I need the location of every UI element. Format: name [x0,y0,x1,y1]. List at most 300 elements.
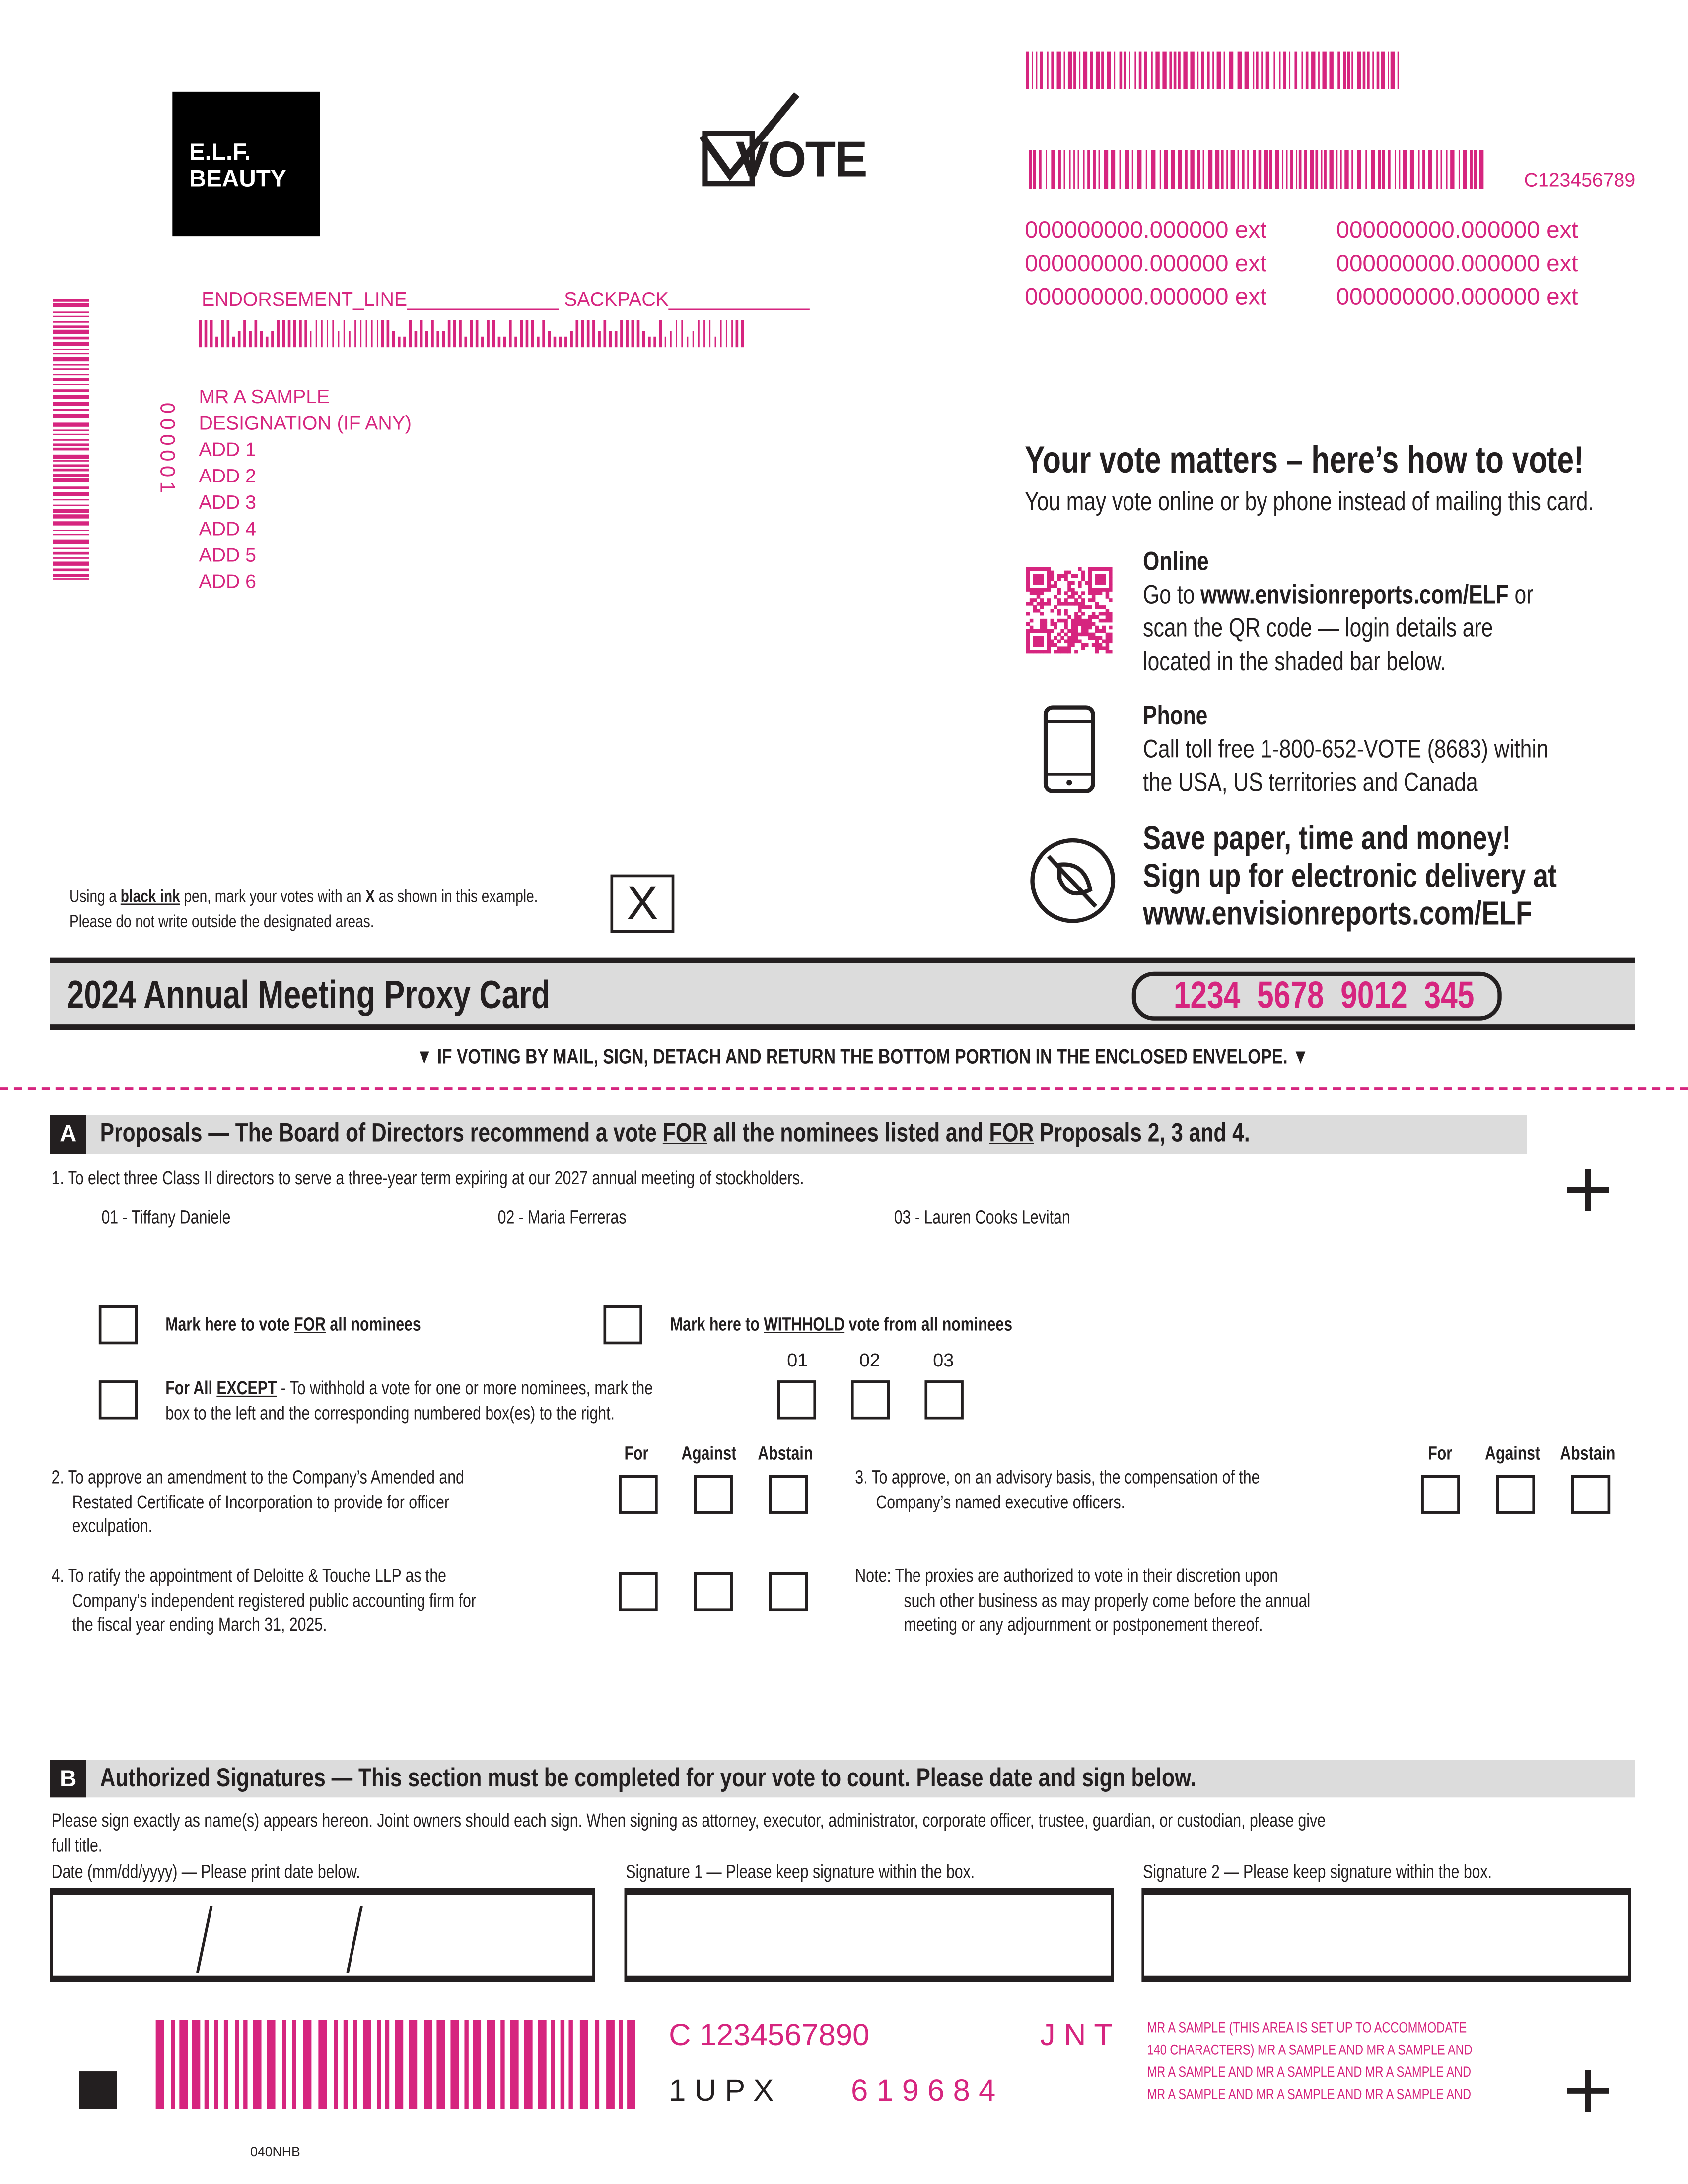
proposal-3-abstain-checkbox[interactable] [1571,1475,1610,1514]
barcode-bar [254,320,257,347]
sample-line: MR A SAMPLE AND MR A SAMPLE AND MR A SAMPLE AND [1147,2086,1472,2104]
alignment-square [79,2071,117,2109]
online-text: located in the shaded bar below. [1143,648,1446,677]
barcode-bar [1394,150,1396,189]
barcode-bar [243,2020,247,2109]
barcode-bar [303,2020,312,2109]
barcode-bar [465,337,467,347]
barcode-bar [1289,52,1291,89]
barcode-bar [510,2020,519,2109]
barcode-bar [53,303,89,307]
barcode-bar [53,522,89,526]
subtitle-text: You may vote online or by phone instead of mailing this card. [1025,488,1594,517]
date-label: Date (mm/dd/yyyy) — Please print date below. [51,1861,360,1883]
nominee-02-checkbox[interactable] [851,1380,890,1419]
barcode-bar [53,508,89,512]
barcode-bar [310,331,312,348]
barcode-bar [1320,150,1322,189]
barcode-bar [670,331,672,348]
barcode-bar [1377,52,1379,89]
barcode-bar [1208,150,1212,189]
barcode-bar [387,320,390,347]
barcode-bar [53,330,89,334]
label: EXCEPT [216,1377,277,1399]
section-letter: B [50,1760,86,1798]
vote-for-all-checkbox[interactable] [99,1305,138,1344]
barcode-bar [304,320,307,347]
column-abstain: Abstain [758,1443,813,1464]
barcode-bar [1318,52,1320,89]
barcode-bar [1274,150,1278,189]
barcode-bar [1382,150,1384,189]
barcode-bar [179,2020,188,2109]
barcode-bar [1102,52,1104,89]
for-all-except-checkbox[interactable] [99,1380,138,1419]
barcode-bar [1286,150,1288,189]
label: vote from all nominees [844,1313,1013,1335]
proposal-text: 2. To approve an amendment to the Company’s Amended and [51,1466,464,1488]
online-text: Go to [1143,581,1201,611]
barcode-bar [1363,52,1365,89]
barcode-bar [1212,52,1214,89]
barcode-bar [1391,52,1395,89]
barcode-bar [53,454,89,458]
barcode-bar [1270,150,1272,189]
barcode-bar [1041,52,1043,89]
section-a-header [50,1115,1527,1154]
online-heading: Online [1143,547,1209,577]
barcode-bar [53,299,89,301]
barcode-bar [548,331,551,348]
barcode-bar [53,475,89,477]
instructions [70,884,655,934]
barcode-bar [53,409,89,411]
title-text: Your vote matters – here’s how to vote! [1025,439,1584,481]
barcode-bar [409,2020,418,2109]
barcode-bar [1091,52,1093,89]
barcode-bar [524,2020,533,2109]
barcode-bar [592,320,595,347]
instr-text: Please do not write outside the designated areas. [70,912,374,932]
barcode-bar [1190,150,1194,189]
barcode-bar [598,331,600,348]
barcode-bar [53,374,89,376]
barcode-bar [332,320,334,347]
barcode-bar [1252,52,1254,89]
barcode-bar [1183,52,1187,89]
barcode-bar [1299,150,1301,189]
barcode-bar [1093,150,1095,189]
barcode-bar [448,320,451,347]
barcode-bar [353,2020,357,2109]
upx-code: 1 U P X [669,2072,774,2108]
barcode-bar [1217,52,1221,89]
vote-logo [700,89,866,189]
barcode-bar [1152,150,1156,189]
barcode-bar [1261,52,1263,89]
barcode-bar [653,337,656,347]
phone-section [1143,701,1649,801]
nominee: 03 - Lauren Cooks Levitan [894,1207,1070,1228]
barcode-bar [1273,52,1275,89]
barcode-bar [692,331,695,348]
postal-barcode [199,320,748,347]
barcode-bar [53,540,89,544]
label: Mark here to [670,1313,764,1335]
barcode-bar [587,320,589,347]
barcode-bar [575,320,578,347]
label: box to the left and the corresponding numbered box(es) to the right. [165,1402,615,1424]
barcode-bar [537,337,539,347]
barcode-bar [1132,150,1134,189]
barcode-bar [1120,52,1122,89]
barcode-bar [171,2020,175,2109]
barcode-bar [1474,150,1476,189]
barcode-bar [282,2020,286,2109]
elf-logo [172,92,320,236]
signature-2-input[interactable] [1141,1888,1631,1982]
nominee: 01 - Tiffany Daniele [101,1207,231,1228]
proposal-text: Company’s named executive officers. [876,1491,1125,1512]
barcode-bar [53,499,89,501]
barcode-bar [53,396,89,400]
barcode-bar [686,337,689,347]
barcode-account [1029,150,1488,189]
barcode-bar [1399,150,1401,189]
barcode-bar [53,422,89,426]
proposal-4-abstain-checkbox[interactable] [769,1572,808,1611]
barcode-bar [334,2020,338,2109]
barcode-bar [1301,52,1303,89]
barcode-bar [1458,150,1460,189]
barcode-bar [243,320,246,347]
barcode-bar [1083,150,1085,189]
barcode-bar [394,2020,403,2109]
barcode-bar [53,439,89,441]
date-input[interactable] [50,1888,595,1982]
proposal-3-for-checkbox[interactable] [1421,1475,1460,1514]
instr-text: pen, mark your votes with an [180,887,366,907]
barcode-bar [1378,150,1380,189]
barcode-bar [382,320,384,347]
barcode-bar [620,320,623,347]
barcode-bar [53,504,89,506]
barcode-bar [53,515,89,519]
barcode-bar [731,320,733,347]
barcode-bar [1069,150,1071,189]
barcode-bar [271,331,274,348]
barcode-bar [531,320,534,347]
barcode-bar [343,320,346,347]
barcode-bar [349,331,351,348]
card-title: 2024 Annual Meeting Proxy Card [67,973,551,1017]
barcode-bar [156,2020,164,2109]
barcode-bar [1082,52,1086,89]
barcode-bar [1134,52,1136,89]
barcode-bar [1387,52,1389,89]
signature-1-input[interactable] [625,1888,1114,1982]
barcode-bar [287,320,290,347]
barcode-bar [1031,52,1033,89]
proposal-4-for-checkbox[interactable] [619,1572,657,1611]
address-line: ADD 6 [199,570,256,593]
barcode-bar [1322,52,1326,89]
barcode-bar [1087,150,1089,189]
barcode-bar [205,320,207,347]
proposal-text: 3. To approve, on an advisory basis, the compensation of the [855,1466,1260,1488]
proposal-2-abstain-checkbox[interactable] [769,1475,808,1514]
barcode-bar [265,337,268,347]
ext-line: 000000000.000000 ext [1336,283,1578,310]
barcode-bar [1330,150,1334,189]
barcode-bottom [156,2020,640,2109]
barcode-bar [1057,52,1061,89]
barcode-bar [442,331,445,348]
sig2-label: Signature 2 — Please keep signature within the box. [1143,1861,1492,1883]
nominee-number: 02 [859,1350,880,1371]
barcode-bar [53,429,89,431]
barcode-bar [1310,150,1314,189]
barcode-bar [1063,150,1065,189]
form-code: 040NHB [250,2145,300,2161]
barcode-bar [703,320,705,347]
header-text: Proposals — The Board of Directors recommend a vote [100,1119,663,1149]
barcode-bar [1446,150,1448,189]
barcode-bar [53,433,89,435]
section-b-header [50,1760,1635,1798]
barcode-bar [53,478,89,482]
barcode-bar [1290,150,1292,189]
phone-heading: Phone [1143,702,1208,732]
date-slashes [53,1895,595,1978]
para-text: full title. [51,1835,103,1856]
barcode-bar [53,465,89,467]
note-text: such other business as may properly come before the annual [904,1589,1311,1611]
barcode-bar [1266,52,1269,89]
barcode-bar [1450,150,1454,189]
barcode-bar [370,320,373,347]
proposal-4 [52,1564,577,1637]
barcode-bar [581,320,583,347]
barcode-bar [1282,150,1284,189]
online-text: or [1508,581,1534,611]
barcode-bar [1207,52,1209,89]
barcode-bar [1440,150,1442,189]
barcode-bar [53,368,89,370]
barcode-bar [1104,150,1108,189]
nominee: 02 - Maria Ferreras [497,1207,627,1228]
phone-text: Call toll free 1-800-652-VOTE (8683) within [1143,735,1548,765]
barcode-bar [1245,52,1249,89]
barcode-bar [268,2020,276,2109]
barcode-bar [53,364,89,366]
proposal-text: Company’s independent registered public accounting firm for [72,1589,476,1611]
nominee-01-checkbox[interactable] [777,1380,816,1419]
barcode-bar [376,2020,380,2109]
barcode-bar [53,534,89,536]
barcode-bar [1137,150,1141,189]
barcode-bar [1343,52,1345,89]
barcode-bar [1223,52,1225,89]
proposal-3 [855,1465,1361,1514]
barcode-bar [564,337,567,347]
proposal-2-against-checkbox[interactable] [694,1475,733,1514]
jnt-code: J N T [1040,2017,1113,2052]
barcode-bar [470,320,473,347]
barcode-bar [473,2020,481,2109]
barcode-bar [631,320,633,347]
barcode-bar [1230,150,1234,189]
barcode-bar [1034,150,1036,189]
barcode-bar [1058,150,1060,189]
barcode-bar [500,2020,504,2109]
online-section [1143,546,1631,680]
online-url-link[interactable]: www.envisionreports.com/ELF [1200,581,1509,611]
endorsement-line: ENDORSEMENT_LINE______________ SACKPACK_____________ [202,287,810,310]
barcode-bar [1480,150,1484,189]
barcode-bar [1295,150,1297,189]
barcode-bar [1145,52,1147,89]
registration-mark [1567,1169,1609,1211]
barcode-bar [53,486,89,488]
card-title-band [50,958,1635,1030]
label: all nominees [326,1313,421,1335]
barcode-bar [53,321,89,323]
barcode-bar [1403,150,1407,189]
barcode-bar [260,331,262,348]
barcode-bar [1047,52,1049,89]
barcode-bar [1067,52,1071,89]
proposal-3-against-checkbox[interactable] [1496,1475,1535,1514]
example-mark-box [611,875,675,933]
barcode-bar [1428,150,1432,189]
barcode-bar [426,331,428,348]
barcode-bar [1202,150,1204,189]
barcode-bar [359,320,362,347]
example-x: X [627,877,658,930]
proposal-text: 1. To elect three Class II directors to serve a three-year term expiring at our 2027 annual meeting of stockholders. [51,1167,804,1189]
sig1-label: Signature 1 — Please keep signature within the box. [626,1861,975,1883]
barcode-bar [580,2020,589,2109]
barcode-bar [603,320,606,347]
sample-text [1147,2017,1554,2106]
barcode-bar [1128,52,1130,89]
barcode-bar [1171,150,1175,189]
barcode-bar [659,320,661,347]
detach-notice [0,1045,1688,1069]
barcode-bar [1306,52,1308,89]
barcode-bar [53,415,89,419]
barcode-bar [542,320,545,347]
ext-line: 000000000.000000 ext [1025,283,1267,310]
barcode-bar [515,337,517,347]
barcode-bar [1198,150,1200,189]
leaf-no-paper-icon [1029,837,1117,924]
barcode-bar [1418,150,1420,189]
barcode-bar [192,2020,201,2109]
proposal-text: exculpation. [72,1515,153,1536]
barcode-bar [1367,52,1369,89]
note [855,1564,1412,1637]
ext-line: 000000000.000000 ext [1025,216,1267,244]
barcode-bar [606,2020,615,2109]
barcode-bar [1139,52,1141,89]
proposal-2-for-checkbox[interactable] [619,1475,657,1514]
barcode-bar [53,444,89,446]
numeric-code: 6 1 9 6 8 4 [851,2072,996,2108]
barcode-bar [53,562,89,566]
barcode-bar [282,320,284,347]
barcode-bar [1221,150,1223,189]
barcode-bar [1029,150,1031,189]
barcode-bar [725,320,728,347]
qr-code-icon[interactable] [1026,567,1113,654]
barcode-bar [234,2020,238,2109]
barcode-bar [1111,150,1115,189]
barcode-bar [210,320,212,347]
instr-x: X [365,887,375,907]
barcode-bar [1351,52,1353,89]
nominee-number: 01 [787,1350,808,1371]
proposal-text: the fiscal year ending March 31, 2025. [72,1614,327,1635]
para-text: Please sign exactly as name(s) appears hereon. Joint owners should each sign. When signing as attorney, executor, administrator, corporate officer, trustee, guardian, or custodian, please give [51,1810,1326,1831]
barcode-bar [1237,52,1241,89]
barcode-bar [1151,52,1153,89]
nominee-03-checkbox[interactable] [924,1380,963,1419]
barcode-bar [1226,150,1228,189]
barcode-bar [1045,150,1047,189]
label: FOR [294,1313,326,1335]
proposal-4-against-checkbox[interactable] [694,1572,733,1611]
address-line: ADD 2 [199,464,256,487]
barcode-bar [1336,150,1337,189]
barcode-bar [476,320,478,347]
barcode-bar [298,320,301,347]
barcode-bar [609,331,611,348]
barcode-bar [619,2020,623,2109]
barcode-bar [1039,150,1041,189]
barcode-bar [454,320,456,347]
barcode-bar [1063,52,1065,89]
paper-url-link[interactable]: www.envisionreports.com/ELF [1143,895,1533,933]
barcode-bar [647,337,650,347]
detach-line [0,1087,1688,1090]
barcode-bar [1388,150,1390,189]
sample-line: MR A SAMPLE AND MR A SAMPLE AND MR A SAMPLE AND [1147,2064,1472,2081]
barcode-bar [1178,52,1180,89]
vote-text: VOTE [735,131,866,188]
barcode-bar [1190,52,1194,89]
barcode-bar [1202,52,1204,89]
barcode-bar [1170,52,1172,89]
barcode-bar [498,337,500,347]
header-for: FOR [989,1119,1034,1149]
barcode-bar [53,311,89,313]
barcode-bar [226,320,229,347]
detach-text: ▼ IF VOTING BY MAIL, SIGN, DETACH AND RETURN THE BOTTOM PORTION IN THE ENCLOSED ENVELOPE. ▼ [416,1045,1309,1069]
withhold-all-checkbox[interactable] [604,1305,642,1344]
barcode-bar [1256,52,1258,89]
barcode-bar [53,348,89,350]
sample-line: 140 CHARACTERS) MR A SAMPLE AND MR A SAMPLE AND [1147,2042,1473,2059]
barcode-bar [1026,52,1028,89]
barcode-bar [1470,150,1472,189]
header-text: Authorized Signatures — This section must be completed for your vote to count. Please date and sign below. [100,1764,1196,1793]
barcode-bar [53,569,89,571]
barcode-bar [404,337,406,347]
address-line: MR A SAMPLE [199,385,330,408]
barcode-bar [742,320,744,347]
